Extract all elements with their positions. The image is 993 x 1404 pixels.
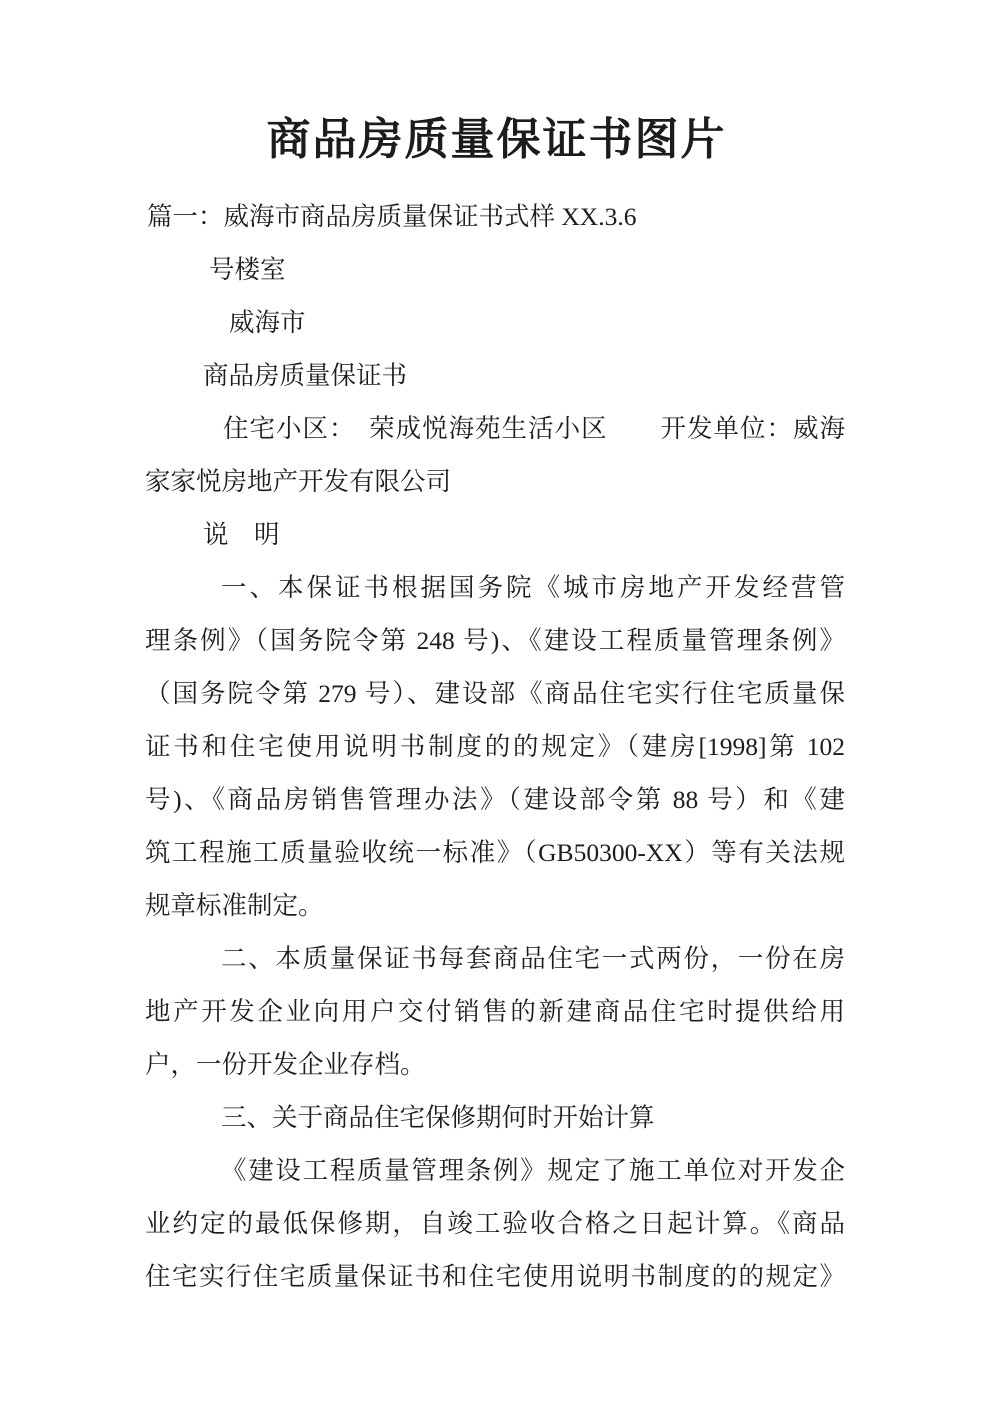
document-body [0,190,993,1303]
text-line: 家家悦房地产开发有限公司 [145,467,452,496]
text-line: 住宅小区： 荣成悦海苑生活小区 开发单位：威海 [223,414,845,443]
text-line: 篇一：威海市商品房质量保证书式样 XX.3.6 [147,202,637,231]
text-line: 三、关于商品住宅保修期何时开始计算 [221,1103,655,1132]
text-line: 理条例》（国务院令第 248 号)、《建设工程质量管理条例》 [145,626,845,655]
text-line: 规章标准制定。 [145,891,324,920]
text-line: 说 明 [203,520,280,549]
text-line: 号)、《商品房销售管理办法》（建设部令第 88 号）和《建 [145,785,845,814]
text-line: 筑工程施工质量验收统一标准》（GB50300-XX）等有关法规 [145,838,845,867]
text-line: 地产开发企业向用户交付销售的新建商品住宅时提供给用 [145,997,845,1026]
document-title: 商品房质量保证书图片 [266,115,727,164]
text-line: 二、本质量保证书每套商品住宅一式两份，一份在房 [221,944,845,973]
text-line: 《建设工程质量管理条例》规定了施工单位对开发企 [221,1156,845,1185]
text-line: 住宅实行住宅质量保证书和住宅使用说明书制度的的规定》 [145,1262,845,1291]
text-line: 证书和住宅使用说明书制度的的规定》（建房[1998]第 102 [145,732,845,761]
text-line: 威海市 [229,308,306,337]
text-line: 号楼室 [209,255,286,284]
text-line: 业约定的最低保修期，自竣工验收合格之日起计算。《商品 [145,1209,845,1238]
text-line: 商品房质量保证书 [203,361,408,390]
text-line: 户，一份开发企业存档。 [145,1050,426,1079]
text-line: （国务院令第 279 号）、建设部《商品住宅实行住宅质量保 [145,679,845,708]
text-line: 一、本保证书根据国务院《城市房地产开发经营管 [221,573,845,602]
